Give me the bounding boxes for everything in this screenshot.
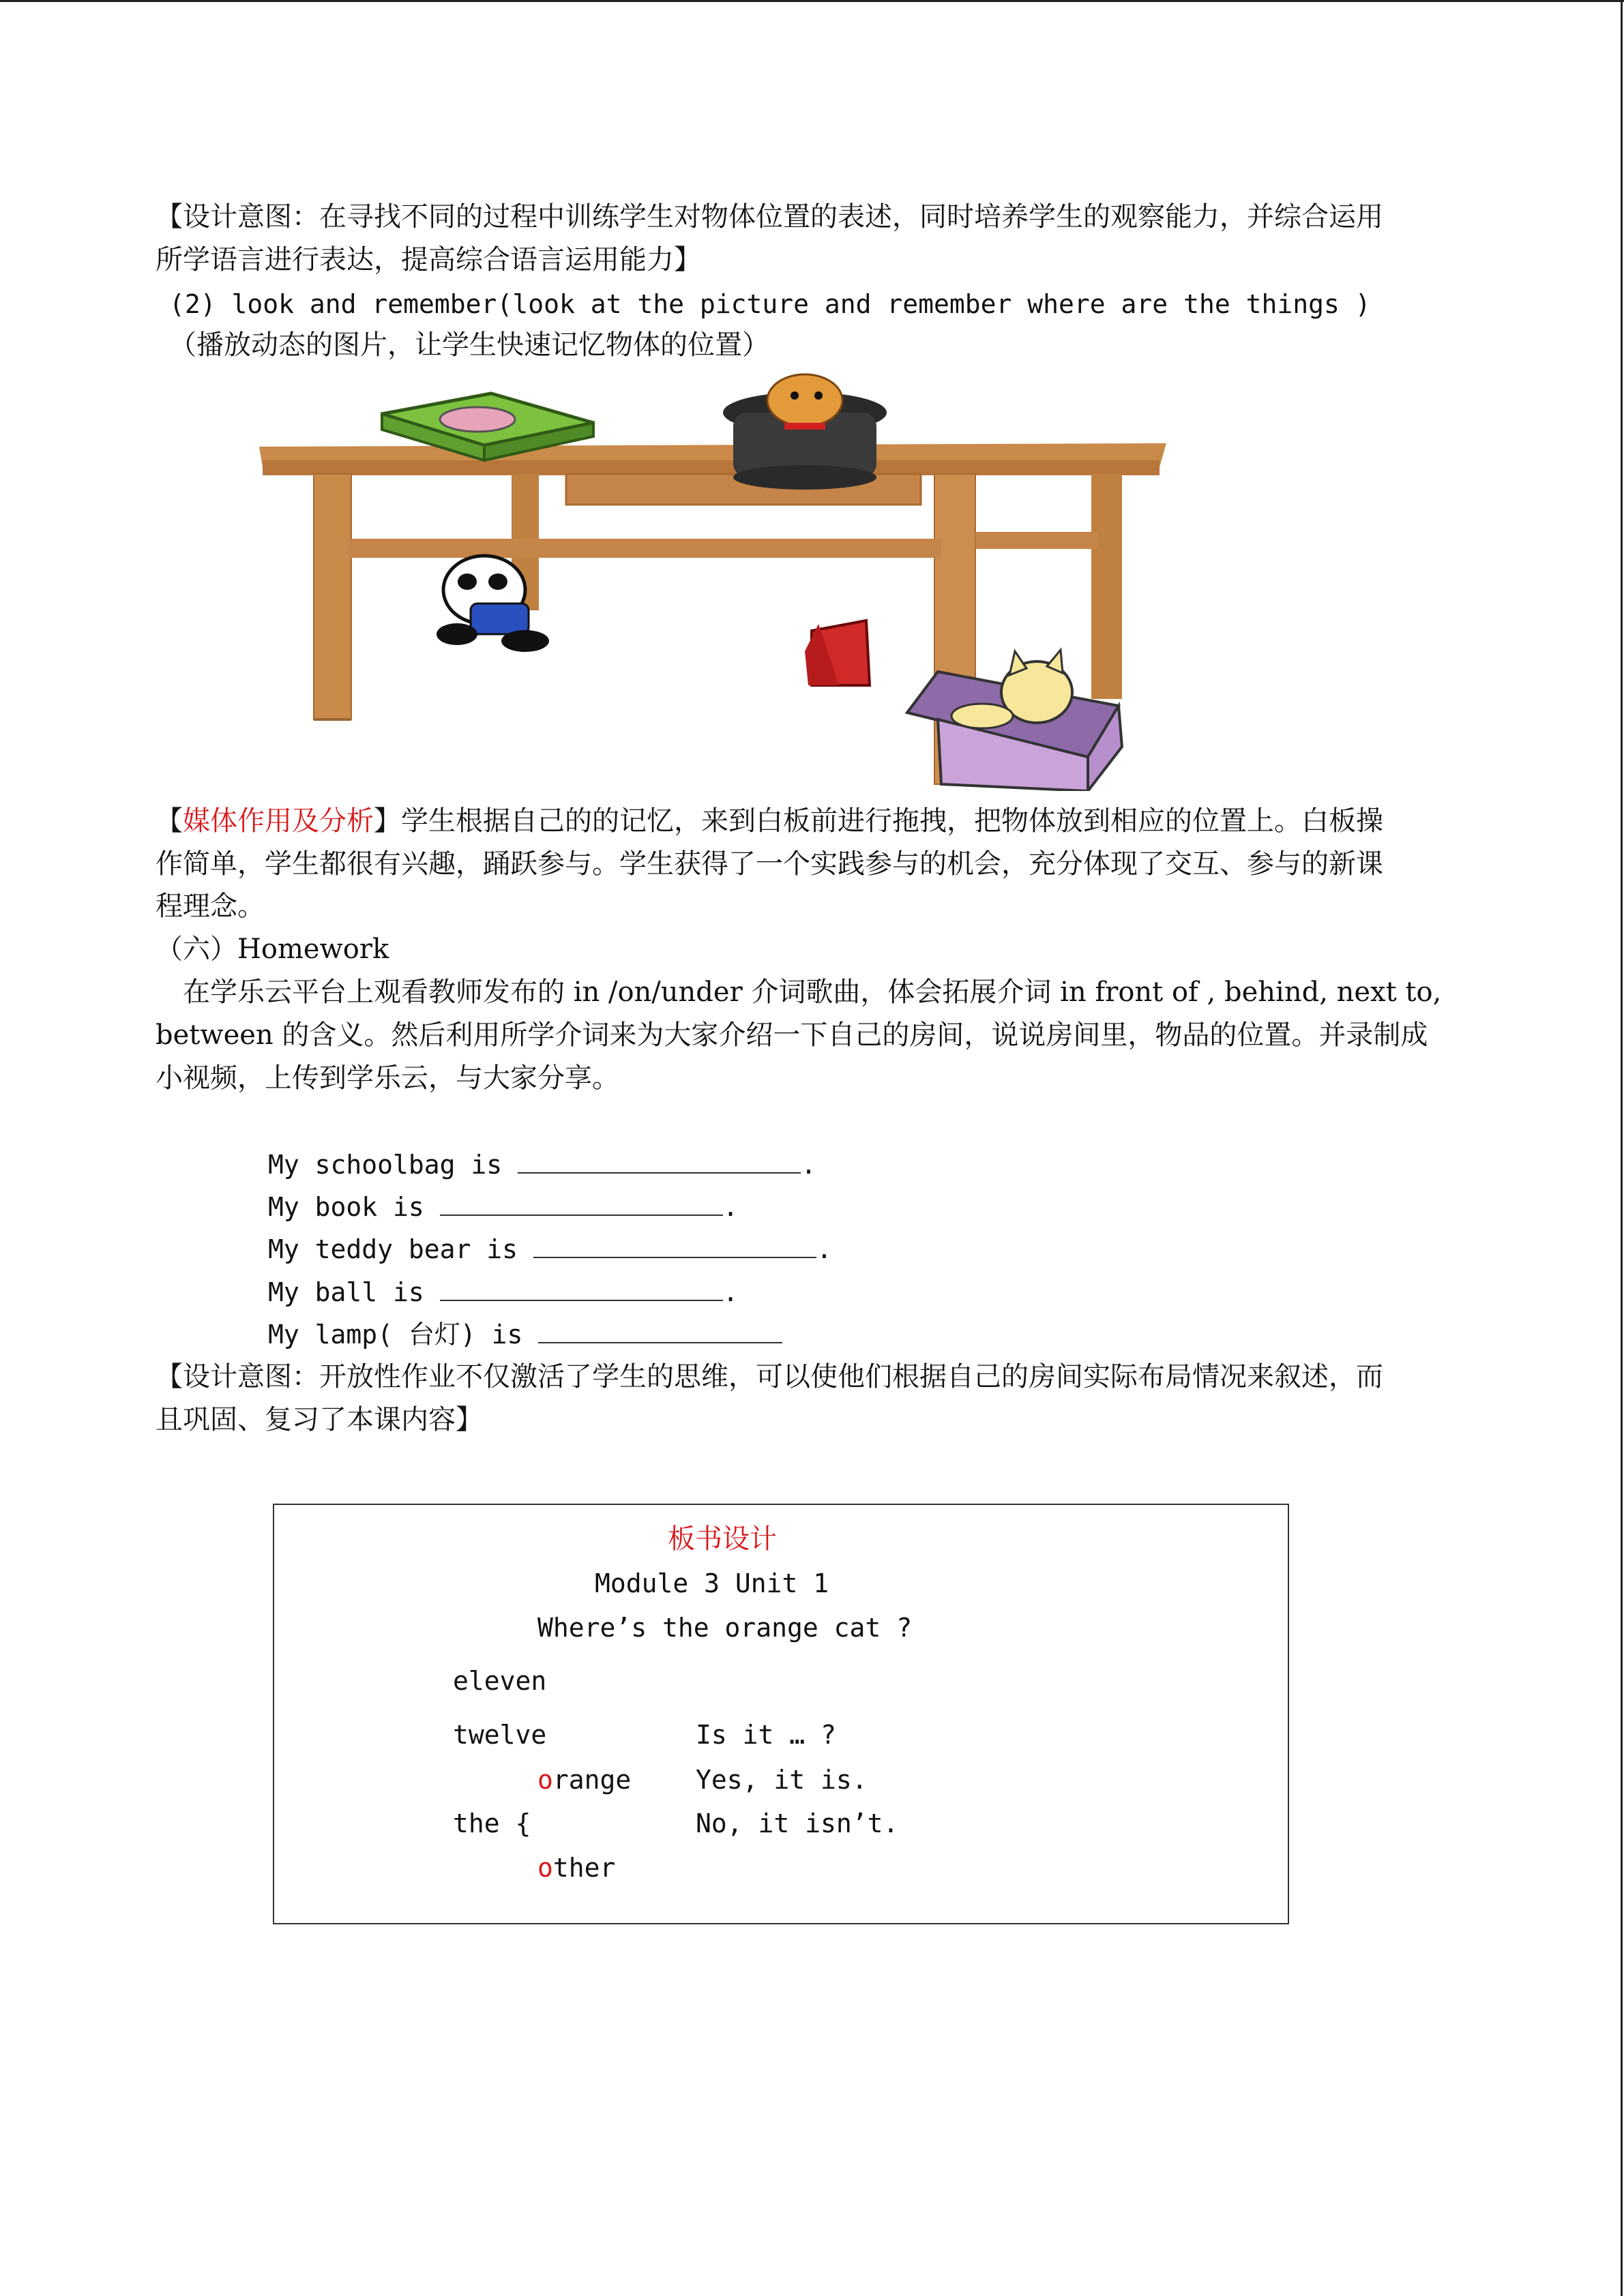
board-module: Module 3 Unit 1 (595, 1568, 829, 1598)
dog-in-hat (767, 374, 842, 426)
design-intent-2-line-2: 且巩固、复习了本课内容】 (156, 1404, 483, 1435)
board-word-other (537, 1851, 615, 1885)
design-intent-line-1: 【设计意图：在寻找不同的过程中训练学生对物体位置的表述，同时培养学生的观察能力，并综合运用 (156, 201, 1383, 233)
board-question-pattern: Is it … ? (696, 1720, 836, 1750)
board-word-twelve: twelve (453, 1720, 547, 1750)
sentence-end: . (722, 1277, 739, 1307)
board-word-eleven: eleven (453, 1666, 547, 1696)
board-word-the: the { (453, 1808, 531, 1838)
sentence-ball (268, 1271, 739, 1313)
homework-line-2: between 的含义。然后利用所学介词来为大家介绍一下自己的房间，说说房间里，物品的位置。并录制成 (156, 1019, 1428, 1051)
homework-heading: （六）Homework (156, 934, 389, 965)
sentence-end: . (722, 1192, 739, 1222)
homework-line-3: 小视频，上传到学乐云，与大家分享。 (156, 1062, 619, 1094)
media-analysis-line-1 (156, 800, 1383, 842)
board-title: 板书设计 (668, 1523, 777, 1555)
sentence-text: My schoolbag is (268, 1150, 503, 1180)
activity-title: (2) look and remember(look at the picture and remember where are the things ) (169, 289, 1371, 319)
sentence-text: My book is (268, 1192, 424, 1222)
activity-note: （播放动态的图片，让学生快速记忆物体的位置） (169, 329, 769, 361)
media-analysis-text: 】学生根据自己的的记忆，来到白板前进行拖拽，把物体放到相应的位置上。白板操 (374, 805, 1383, 837)
page-top-border (0, 0, 1624, 2)
sentence-text: My lamp( 台灯) is (268, 1320, 523, 1350)
board-question: Where’s the orange cat ? (537, 1613, 913, 1643)
design-intent-line-2: 所学语言进行表达，提高综合语言运用能力】 (156, 244, 701, 275)
answer-blank[interactable] (440, 1191, 723, 1216)
design-intent-2-line-1: 【设计意图：开放性作业不仅激活了学生的思维，可以使他们根据自己的房间实际布局情况来叙述，而 (156, 1361, 1383, 1392)
highlight-letter: o (537, 1765, 553, 1795)
media-analysis-line-3: 程理念。 (156, 891, 265, 922)
sentence-end: . (816, 1234, 832, 1264)
board-answer-no: No, it isn’t. (696, 1808, 899, 1838)
sentence-book (268, 1186, 739, 1228)
answer-blank[interactable] (538, 1319, 782, 1343)
sentence-text: My ball is (268, 1277, 424, 1307)
highlight-letter: o (537, 1853, 553, 1883)
page-right-border (1621, 0, 1623, 2296)
bracket: 【 (156, 805, 183, 837)
table-leg (314, 474, 351, 719)
answer-blank[interactable] (533, 1234, 816, 1258)
media-analysis-line-2: 作简单，学生都很有兴趣，踊跃参与。学生获得了一个实践参与的机会，充分体现了交互、参与的新课 (156, 848, 1383, 880)
word-rest: range (552, 1765, 632, 1795)
sentence-lamp (268, 1313, 782, 1356)
homework-line-1: 在学乐云平台上观看教师发布的 in /on/under 介词歌曲，体会拓展介词 in front of , behind, next to, (183, 976, 1442, 1008)
sentence-schoolbag (268, 1144, 816, 1186)
board-answer-yes: Yes, it is. (696, 1765, 868, 1795)
board-word-orange (537, 1763, 631, 1797)
answer-blank[interactable] (518, 1149, 801, 1174)
board-design-box (273, 1504, 1289, 1924)
answer-blank[interactable] (440, 1277, 723, 1301)
sentence-text: My teddy bear is (268, 1234, 518, 1264)
sentence-teddy-bear (268, 1228, 832, 1270)
media-analysis-label: 媒体作用及分析 (183, 805, 374, 837)
table-scene-illustration (252, 365, 1235, 791)
word-rest: ther (552, 1853, 616, 1883)
sentence-end: . (801, 1150, 816, 1180)
